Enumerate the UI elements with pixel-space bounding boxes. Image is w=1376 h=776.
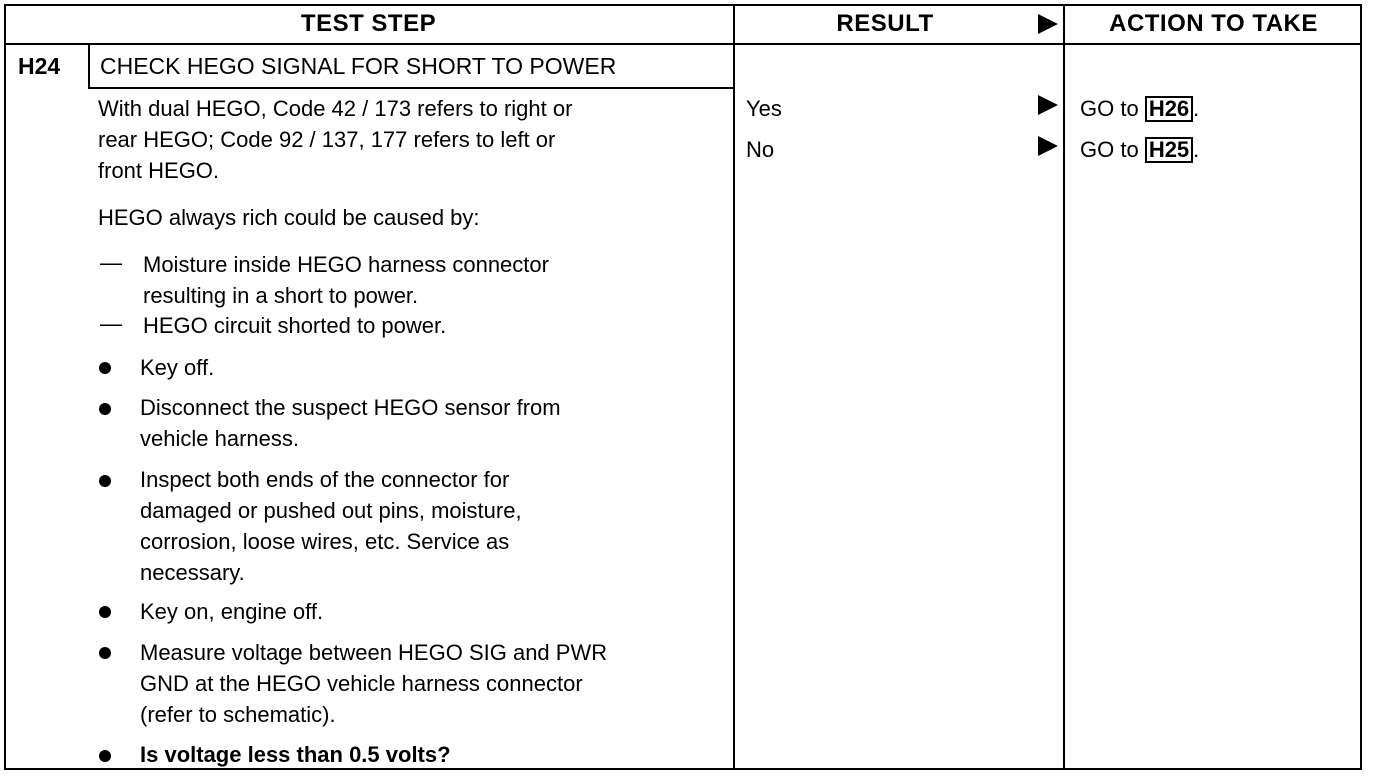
dash-icon: — — [100, 311, 122, 336]
bullet-icon — [99, 475, 111, 487]
step-id-divider — [88, 44, 90, 88]
intro-line: With dual HEGO, Code 42 / 173 refers to right or — [98, 96, 573, 121]
column-divider-result — [733, 4, 735, 770]
header-result: RESULT — [836, 10, 934, 37]
intro-line: front HEGO. — [98, 158, 220, 183]
bullet-line: Disconnect the suspect HEGO sensor from — [140, 395, 561, 420]
bullet-line: Inspect both ends of the connector for — [140, 467, 510, 492]
result-no: No — [746, 137, 775, 162]
result-arrow-icon — [1038, 136, 1058, 156]
bullet-icon — [99, 750, 111, 762]
result-yes: Yes — [746, 96, 782, 121]
cause-line: resulting in a short to power. — [143, 283, 419, 308]
header-action: ACTION TO TAKE — [1109, 10, 1318, 37]
cause-line: HEGO circuit shorted to power. — [143, 313, 447, 338]
bullet-line: vehicle harness. — [140, 426, 299, 451]
goto-link-h26[interactable]: H26 — [1145, 96, 1193, 122]
step-title-divider — [88, 87, 733, 89]
bullet-line: (refer to schematic). — [140, 702, 336, 727]
step-id: H24 — [18, 53, 61, 79]
question-line: Is voltage less than 0.5 volts? — [140, 742, 451, 767]
cause-line: Moisture inside HEGO harness connector — [143, 252, 549, 277]
bullet-line: Key off. — [140, 355, 215, 380]
intro-line: rear HEGO; Code 92 / 137, 177 refers to left or — [98, 127, 556, 152]
bullet-line: corrosion, loose wires, etc. Service as — [140, 529, 510, 554]
action-prefix: GO to — [1080, 96, 1139, 121]
bullet-icon — [99, 362, 111, 374]
header-test-step: TEST STEP — [300, 10, 437, 37]
bullet-line: Measure voltage between HEGO SIG and PWR — [140, 640, 608, 665]
bullet-icon — [99, 403, 111, 415]
action-yes — [1080, 93, 1199, 124]
header-arrow-icon — [1038, 14, 1058, 34]
action-suffix: . — [1193, 96, 1200, 121]
result-arrow-icon — [1038, 95, 1058, 115]
dash-icon: — — [100, 250, 122, 275]
action-suffix: . — [1193, 137, 1200, 162]
goto-link-h25[interactable]: H25 — [1145, 137, 1193, 163]
bullet-line: necessary. — [140, 560, 245, 585]
cause-heading: HEGO always rich could be caused by: — [98, 205, 480, 230]
bullet-icon — [99, 606, 111, 618]
step-title: CHECK HEGO SIGNAL FOR SHORT TO POWER — [100, 53, 617, 79]
action-no — [1080, 134, 1199, 165]
column-divider-action — [1063, 4, 1065, 770]
bullet-line: Key on, engine off. — [140, 599, 324, 624]
bullet-line: damaged or pushed out pins, moisture, — [140, 498, 522, 523]
bullet-line: GND at the HEGO vehicle harness connector — [140, 671, 583, 696]
bullet-icon — [99, 647, 111, 659]
action-prefix: GO to — [1080, 137, 1139, 162]
